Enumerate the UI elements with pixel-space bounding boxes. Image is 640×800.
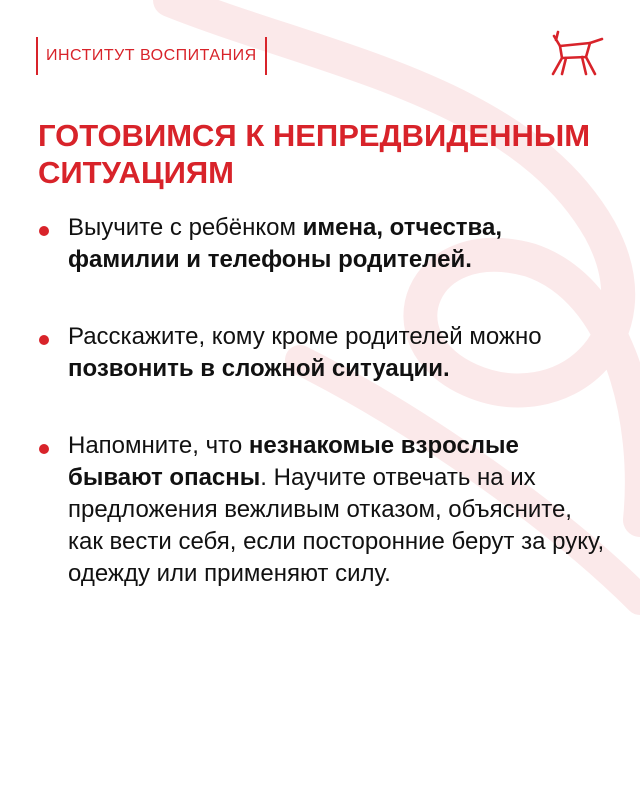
tips-list xyxy=(36,212,606,590)
bullet-icon xyxy=(39,444,49,454)
title-line-1: ГОТОВИМСЯ К НЕПРЕДВИДЕННЫМ xyxy=(38,118,591,153)
list-item-text: Расскажите, кому кроме родителей можно позвонить в сложной ситуации. xyxy=(68,323,542,382)
brand-right-bar xyxy=(265,37,267,75)
bullet-icon xyxy=(39,335,49,345)
list-item xyxy=(36,430,606,590)
page-title xyxy=(38,117,618,191)
brand-name: ИНСТИТУТ ВОСПИТАНИЯ xyxy=(46,47,257,64)
bullet-icon xyxy=(39,226,49,236)
list-item xyxy=(36,212,606,276)
list-item-text: Напомните, что незнакомые взрослые бывают опасны. Научите отвечать на их предложения вежливым отказом, объясните, как вести себя, если посторонние берут за руку, одежду или применяют силу. xyxy=(68,432,605,587)
list-item xyxy=(36,321,606,385)
brand-header xyxy=(36,37,267,75)
list-item-text: Выучите с ребёнком имена, отчества, фамилии и телефоны родителей. xyxy=(68,214,503,273)
horse-icon xyxy=(546,30,604,78)
title-line-2: СИТУАЦИЯМ xyxy=(38,155,234,190)
